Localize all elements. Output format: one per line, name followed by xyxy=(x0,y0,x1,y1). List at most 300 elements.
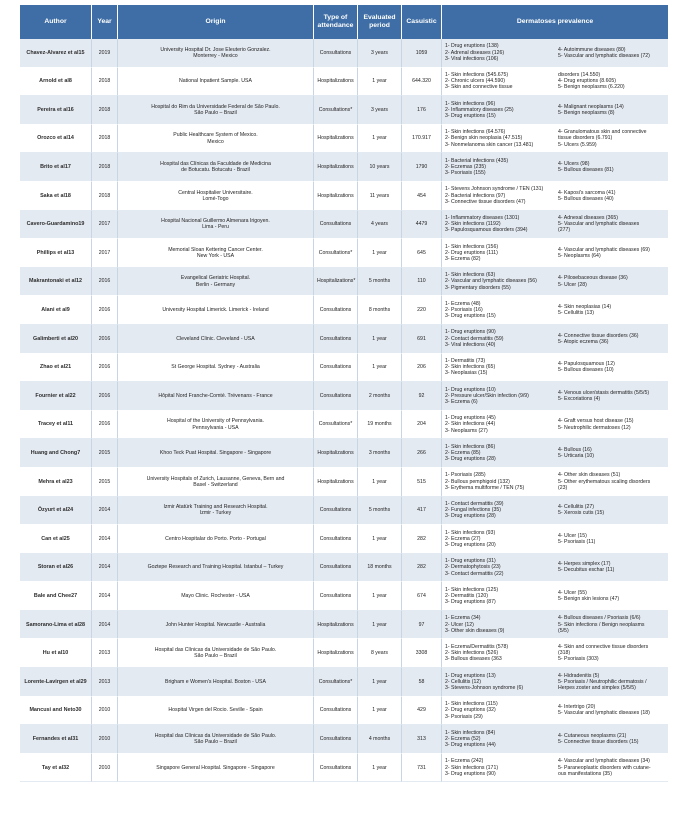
origin-line: Hospital of the University of Pennsylvania. xyxy=(167,418,264,425)
origin-cell xyxy=(118,211,314,240)
prevalence-line: 4- Herpes simplex (17) xyxy=(558,561,611,568)
prevalence-line: 1- Drug eruptions (10) xyxy=(445,386,496,393)
attendance-cell: Hospitalizations xyxy=(314,153,358,182)
prevalence-line: 2- Vascular and lymphatic diseases (56) xyxy=(445,278,537,285)
origin-line: New York - USA xyxy=(196,252,235,259)
prevalence-right xyxy=(555,758,668,777)
attendance-cell: Consultations* xyxy=(314,239,358,268)
prevalence-line: 4- Venous ulcer/stasis dermatitis (5/5/5) xyxy=(558,389,650,396)
origin-cell xyxy=(118,554,314,583)
prevalence-right xyxy=(555,304,668,316)
prevalence-right xyxy=(555,533,668,545)
prevalence-right xyxy=(555,472,668,491)
prevalence-line: 1- Drug eruptions (90) xyxy=(445,329,496,336)
table-row xyxy=(20,68,668,97)
prevalence-line: 5- Benign neoplasms (8) xyxy=(558,109,615,116)
period-cell: 1 year xyxy=(358,125,402,154)
origin-line: Monterrey - Mexico xyxy=(193,52,238,59)
attendance-cell: Consultations* xyxy=(314,668,358,697)
prevalence-right xyxy=(555,590,668,602)
prevalence-columns xyxy=(442,96,668,124)
prevalence-line: 3- Psoriasis (29) xyxy=(445,713,483,720)
year-cell: 2018 xyxy=(92,96,118,125)
prevalence-left xyxy=(442,272,555,291)
origin-line: St George Hospital. Sydney - Australia xyxy=(171,364,260,371)
author-cell: Can et al25 xyxy=(20,525,92,554)
year-cell: 2017 xyxy=(92,239,118,268)
prevalence-line: 4- Cutaneous neoplasms (21) xyxy=(558,732,627,739)
header-origin: Origin xyxy=(118,5,314,39)
prevalence-line: 3- Viral infections (106) xyxy=(445,55,499,62)
prevalence-left xyxy=(442,558,555,577)
prevalence-line: 3- Neoplasias (15) xyxy=(445,370,488,377)
prevalence-right xyxy=(555,390,668,402)
prevalence-right xyxy=(555,104,668,116)
casuistic-cell: 282 xyxy=(402,525,442,554)
prevalence-line: ous manifestations (35) xyxy=(558,770,612,777)
prevalence-left xyxy=(442,329,555,348)
prevalence-line: 5- Urticaria (10) xyxy=(558,453,595,460)
prevalence-line: 1- Drug eruptions (138) xyxy=(445,43,499,50)
origin-cell xyxy=(118,754,314,783)
prevalence-left xyxy=(442,43,555,62)
origin-line: Basel - Switzerland xyxy=(193,481,238,488)
prevalence-columns xyxy=(442,125,668,153)
prevalence-line: (23) xyxy=(558,484,568,491)
prevalence-columns xyxy=(442,697,668,725)
attendance-cell: Hospitalizations xyxy=(314,611,358,640)
origin-line: University Hospital Dr. Jose Eleuterio Gonzalez. xyxy=(160,46,271,53)
prevalence-line: 2- Benign skin neoplasia (47.515) xyxy=(445,135,523,142)
casuistic-cell: 176 xyxy=(402,96,442,125)
period-cell: 11 years xyxy=(358,182,402,211)
origin-line: University Hospital Limerick. Limerick - Ireland xyxy=(162,307,269,314)
prevalence-line: 4- Connective tissue disorders (36) xyxy=(558,332,639,339)
prevalence-line: 5- Psoriasis (11) xyxy=(558,538,596,545)
prevalence-line: 1- Skin infections (115) xyxy=(445,701,498,708)
prevalence-line: 3- Drug eruptions (15) xyxy=(445,313,496,320)
prevalence-left xyxy=(442,158,555,177)
year-cell: 2010 xyxy=(92,697,118,726)
origin-cell xyxy=(118,182,314,211)
origin-line: Hospital Virgen del Rocio. Seville - Spain xyxy=(168,707,263,714)
year-cell: 2014 xyxy=(92,554,118,583)
prevalence-line: 2- Eczema (27) xyxy=(445,535,481,542)
prevalence-left xyxy=(442,530,555,549)
attendance-cell: Consultations xyxy=(314,725,358,754)
prevalence-line: tissue disorders (6.791) xyxy=(558,135,613,142)
prevalence-right xyxy=(555,247,668,259)
prevalence-right xyxy=(555,644,668,663)
origin-line: Hospital do Rim da Universidade Federal de São Paulo. xyxy=(151,103,280,110)
prevalence-left xyxy=(442,129,555,148)
prevalence-line: 2- Drug eruptions (111) xyxy=(445,249,498,256)
origin-line: University Hospitals of Zurich, Lausanne, Geneva, Bern and xyxy=(146,475,285,482)
attendance-cell: Consultations xyxy=(314,497,358,526)
author-cell: Huang and Chong7 xyxy=(20,439,92,468)
prevalence-columns xyxy=(442,554,668,582)
origin-line: Hospital das Clínicas da Universidade de São Paulo. xyxy=(154,732,277,739)
origin-line: Hospital Nacional Guillermo Almenara Irigoyen. xyxy=(161,218,270,225)
table-row xyxy=(20,697,668,726)
attendance-cell: Hospitalizations xyxy=(314,639,358,668)
prevalence-line: 4- Cellulitis (27) xyxy=(558,504,595,511)
period-cell: 5 months xyxy=(358,268,402,297)
period-cell: 10 years xyxy=(358,153,402,182)
period-cell: 1 year xyxy=(358,354,402,383)
casuistic-cell: 220 xyxy=(402,296,442,325)
origin-line: São Paulo – Brazil xyxy=(194,739,237,746)
prevalence-line: 1- Eczema (48) xyxy=(445,300,481,307)
origin-line: Centro Hospitalar do Porto. Porto - Portugal xyxy=(165,535,266,542)
year-cell: 2019 xyxy=(92,39,118,68)
dermatoses-table xyxy=(20,5,668,782)
prevalence-line: 3- Other skin diseases (9) xyxy=(445,627,505,634)
origin-line: Mayo Clinic. Rochester - USA xyxy=(181,592,250,599)
prevalence-left xyxy=(442,387,555,406)
casuistic-cell: 282 xyxy=(402,554,442,583)
prevalence-line: 1- Eczema (34) xyxy=(445,615,481,622)
prevalence-cell xyxy=(442,639,668,668)
origin-line: National Inpatient Sample. USA xyxy=(179,78,252,85)
table-row xyxy=(20,439,668,468)
author-cell: Fernandes et al31 xyxy=(20,725,92,754)
prevalence-line: 5- Connective tissue disorders (15) xyxy=(558,739,639,746)
prevalence-line: 5- Atopic eczema (36) xyxy=(558,338,609,345)
prevalence-line: 1- Stevens Johnson syndrome / TEN (131) xyxy=(445,186,544,193)
prevalence-line: 2- Pressure ulcer/Skin infection (9/9) xyxy=(445,392,529,399)
casuistic-cell: 454 xyxy=(402,182,442,211)
prevalence-cell xyxy=(442,239,668,268)
prevalence-cell xyxy=(442,96,668,125)
prevalence-cell xyxy=(442,68,668,97)
prevalence-line: 2- Adrenal diseases (126) xyxy=(445,49,505,56)
prevalence-right xyxy=(555,615,668,634)
prevalence-line: 1- Psoriasis (285) xyxy=(445,472,486,479)
casuistic-cell: 1059 xyxy=(402,39,442,68)
origin-line: Izmir - Turkey xyxy=(199,510,232,517)
prevalence-cell xyxy=(442,525,668,554)
prevalence-line: 2- Skin infections (171) xyxy=(445,764,499,771)
origin-cell xyxy=(118,382,314,411)
prevalence-cell xyxy=(442,582,668,611)
prevalence-cell xyxy=(442,296,668,325)
prevalence-cell xyxy=(442,153,668,182)
prevalence-cell xyxy=(442,39,668,68)
attendance-cell: Consultations xyxy=(314,754,358,783)
prevalence-right xyxy=(555,733,668,745)
prevalence-cell xyxy=(442,439,668,468)
prevalence-line: 5- Ulcers (5.959) xyxy=(558,141,597,148)
period-cell: 4 months xyxy=(358,725,402,754)
attendance-cell: Hospitalizations xyxy=(314,182,358,211)
prevalence-right xyxy=(555,361,668,373)
author-cell: Mancusi and Neto30 xyxy=(20,697,92,726)
table-row xyxy=(20,611,668,640)
prevalence-cell xyxy=(442,668,668,697)
prevalence-line: 1- Skin infections (93) xyxy=(445,529,496,536)
origin-cell xyxy=(118,411,314,440)
prevalence-left xyxy=(442,72,555,91)
table-row xyxy=(20,554,668,583)
year-cell: 2015 xyxy=(92,439,118,468)
origin-line: Brigham e Women's Hospital. Boston - USA xyxy=(165,678,266,685)
prevalence-cell xyxy=(442,411,668,440)
prevalence-cell xyxy=(442,697,668,726)
year-cell: 2016 xyxy=(92,354,118,383)
year-cell: 2016 xyxy=(92,268,118,297)
period-cell: 1 year xyxy=(358,468,402,497)
prevalence-line: 1- Eczema (242) xyxy=(445,758,484,765)
prevalence-line: 4- Skin neoplasias (14) xyxy=(558,303,612,310)
prevalence-cell xyxy=(442,382,668,411)
origin-cell xyxy=(118,439,314,468)
table-row xyxy=(20,239,668,268)
table-row xyxy=(20,468,668,497)
prevalence-left xyxy=(442,472,555,491)
year-cell: 2014 xyxy=(92,582,118,611)
prevalence-columns xyxy=(442,239,668,267)
author-cell: Alani et al9 xyxy=(20,296,92,325)
prevalence-line: 5- Psoriasis (303) xyxy=(558,656,599,663)
table-row xyxy=(20,296,668,325)
period-cell: 1 year xyxy=(358,754,402,783)
origin-cell xyxy=(118,497,314,526)
prevalence-columns xyxy=(442,439,668,467)
prevalence-line: (318) xyxy=(558,650,571,657)
casuistic-cell: 645 xyxy=(402,239,442,268)
prevalence-right xyxy=(555,561,668,573)
origin-line: Berlin - Germany xyxy=(195,281,236,288)
header-attendance: Type of attendance xyxy=(314,5,358,39)
prevalence-line: 2- Skin infections (526) xyxy=(445,650,499,657)
author-cell: Chavez-Alvarez et al15 xyxy=(20,39,92,68)
prevalence-line: 2- Skin infections (1192) xyxy=(445,221,501,228)
table-row xyxy=(20,525,668,554)
table-row xyxy=(20,125,668,154)
period-cell: 1 year xyxy=(358,611,402,640)
prevalence-line: 3- Pigmentary disorders (55) xyxy=(445,284,511,291)
prevalence-line: Herpes zoster and simplex (5/5/5) xyxy=(558,684,636,691)
origin-cell xyxy=(118,153,314,182)
prevalence-left xyxy=(442,244,555,263)
casuistic-cell: 266 xyxy=(402,439,442,468)
origin-line: São Paulo – Brazil xyxy=(194,653,237,660)
prevalence-line: 3- Nonmelanoma skin cancer (13.481) xyxy=(445,141,534,148)
origin-cell xyxy=(118,125,314,154)
prevalence-left xyxy=(442,501,555,520)
author-cell: Tay et al32 xyxy=(20,754,92,783)
prevalence-line: 3- Drug eruptions (44) xyxy=(445,742,496,749)
header-prevalence: Dermatoses prevalence xyxy=(442,5,668,39)
author-cell: Cavero-Guardamino19 xyxy=(20,211,92,240)
prevalence-columns xyxy=(442,68,668,96)
casuistic-cell: 644.320 xyxy=(402,68,442,97)
prevalence-line: 4- Vascular and lymphatic diseases (69) xyxy=(558,246,650,253)
author-cell: Orozco et al14 xyxy=(20,125,92,154)
attendance-cell: Hospitalizations* xyxy=(314,268,358,297)
origin-cell xyxy=(118,725,314,754)
casuistic-cell: 417 xyxy=(402,497,442,526)
prevalence-line: 2- Drug eruptions (32) xyxy=(445,707,496,714)
table-row xyxy=(20,411,668,440)
prevalence-line: 4- Skin and connective tissue disorders xyxy=(558,643,649,650)
year-cell: 2014 xyxy=(92,525,118,554)
prevalence-line: 4- Ulcer (55) xyxy=(558,589,587,596)
year-cell: 2013 xyxy=(92,668,118,697)
period-cell: 8 months xyxy=(358,296,402,325)
attendance-cell: Consultations xyxy=(314,39,358,68)
prevalence-left xyxy=(442,301,555,320)
origin-line: Hôpital Nord Franche-Comté. Trévenans - France xyxy=(158,392,273,399)
casuistic-cell: 4479 xyxy=(402,211,442,240)
prevalence-line: 2- Eczema (52) xyxy=(445,735,481,742)
origin-line: Memorial Sloan Kettering Cancer Center. xyxy=(168,246,263,253)
attendance-cell: Consultations xyxy=(314,525,358,554)
prevalence-right xyxy=(555,190,668,202)
casuistic-cell: 110 xyxy=(402,268,442,297)
period-cell: 1 year xyxy=(358,239,402,268)
table-row xyxy=(20,268,668,297)
attendance-cell: Consultations* xyxy=(314,96,358,125)
prevalence-line: 1- Contact dermatitis (39) xyxy=(445,500,504,507)
prevalence-line: 3- Erythema multiforme / TEN (75) xyxy=(445,484,525,491)
attendance-cell: Consultations xyxy=(314,697,358,726)
origin-cell xyxy=(118,239,314,268)
prevalence-columns xyxy=(442,525,668,553)
prevalence-columns xyxy=(442,153,668,181)
prevalence-columns xyxy=(442,725,668,753)
casuistic-cell: 313 xyxy=(402,725,442,754)
origin-cell xyxy=(118,582,314,611)
prevalence-line: 2- Eczemas (235) xyxy=(445,164,486,171)
prevalence-left xyxy=(442,730,555,749)
casuistic-cell: 170.917 xyxy=(402,125,442,154)
attendance-cell: Hospitalizations xyxy=(314,468,358,497)
prevalence-line: 3- Drug eruptions (15) xyxy=(445,113,496,120)
prevalence-line: 1- Skin infections (156) xyxy=(445,243,499,250)
period-cell: 8 years xyxy=(358,639,402,668)
prevalence-line: 3- Neoplasms (27) xyxy=(445,427,488,434)
prevalence-line: 1- Eczema/Dermatitis (578) xyxy=(445,643,509,650)
prevalence-cell xyxy=(442,611,668,640)
origin-line: Lima - Peru xyxy=(202,224,229,231)
year-cell: 2016 xyxy=(92,325,118,354)
prevalence-line: 4- Malignant neoplasms (14) xyxy=(558,103,624,110)
prevalence-cell xyxy=(442,325,668,354)
casuistic-cell: 206 xyxy=(402,354,442,383)
prevalence-line: 5- Benign neoplasms (6.220) xyxy=(558,84,625,91)
prevalence-line: 5- Excoriations (4) xyxy=(558,395,601,402)
origin-cell xyxy=(118,325,314,354)
table-row xyxy=(20,39,668,68)
prevalence-line: 2- Inflammatory diseases (25) xyxy=(445,106,514,113)
attendance-cell: Consultations xyxy=(314,582,358,611)
prevalence-columns xyxy=(442,497,668,525)
prevalence-line: 1- Skin infections (64.576) xyxy=(445,129,506,136)
attendance-cell: Consultations xyxy=(314,382,358,411)
prevalence-right xyxy=(555,673,668,692)
prevalence-line: 1- Skin infections (125) xyxy=(445,586,499,593)
prevalence-line: 3- Drug eruptions (28) xyxy=(445,456,496,463)
prevalence-line: 4- Granulomatous skin and connective xyxy=(558,129,647,136)
prevalence-line: 4- Hidradenitis (5) xyxy=(558,672,600,679)
table-row xyxy=(20,354,668,383)
author-cell: Lorente-Lavirgen et al29 xyxy=(20,668,92,697)
prevalence-line: 1- Drug eruptions (31) xyxy=(445,558,496,565)
prevalence-columns xyxy=(442,325,668,353)
casuistic-cell: 92 xyxy=(402,382,442,411)
period-cell: 3 years xyxy=(358,39,402,68)
origin-line: Hospital das Clínicas da Faculdade de Medicina xyxy=(160,160,271,167)
prevalence-line: 5- Bullous diseases (81) xyxy=(558,167,614,174)
table-body xyxy=(20,39,668,782)
origin-cell xyxy=(118,296,314,325)
casuistic-cell: 731 xyxy=(402,754,442,783)
casuistic-cell: 58 xyxy=(402,668,442,697)
table-row xyxy=(20,497,668,526)
prevalence-line: 3- Eczema (6) xyxy=(445,399,478,406)
prevalence-line: 3- Viral infections (40) xyxy=(445,341,496,348)
header-year: Year xyxy=(92,5,118,39)
origin-line: John Hunter Hospital. Newcastle - Australia xyxy=(165,621,266,628)
prevalence-right xyxy=(555,161,668,173)
author-cell: Phillips et al13 xyxy=(20,239,92,268)
origin-cell xyxy=(118,668,314,697)
origin-cell xyxy=(118,96,314,125)
prevalence-left xyxy=(442,701,555,720)
prevalence-line: 3- Papulosquamous disorders (394) xyxy=(445,227,528,234)
prevalence-line: 2- Eczema (85) xyxy=(445,450,481,456)
author-cell: Tracey et al11 xyxy=(20,411,92,440)
table-row xyxy=(20,153,668,182)
prevalence-line: 5- Vascular and lymphatic diseases (72) xyxy=(558,52,650,59)
prevalence-line: 2- Chronic ulcers (44.590) xyxy=(445,78,505,85)
origin-cell xyxy=(118,697,314,726)
table-row xyxy=(20,639,668,668)
attendance-cell: Consultations xyxy=(314,211,358,240)
author-cell: Özyurt et al24 xyxy=(20,497,92,526)
origin-line: Khoo Teck Puat Hospital. Singapore - Singapore xyxy=(159,450,272,456)
prevalence-line: 4- Kaposi's sarcoma (41) xyxy=(558,189,616,196)
prevalence-line: 5- Neoplasms (64) xyxy=(558,252,601,259)
attendance-cell: Consultations xyxy=(314,325,358,354)
attendance-cell: Consultations xyxy=(314,354,358,383)
prevalence-line: (5/5) xyxy=(558,627,569,634)
prevalence-line: 4- Ulcer (15) xyxy=(558,532,587,539)
prevalence-cell xyxy=(442,125,668,154)
prevalence-line: 2- Bacterial infections (97) xyxy=(445,192,506,199)
table-row xyxy=(20,96,668,125)
prevalence-left xyxy=(442,186,555,205)
prevalence-line: 4- Intertrigo (20) xyxy=(558,704,596,711)
period-cell: 5 months xyxy=(358,497,402,526)
origin-line: Public Healthcare System of Mexico. xyxy=(173,132,258,139)
prevalence-columns xyxy=(442,382,668,410)
table-row xyxy=(20,582,668,611)
year-cell: 2014 xyxy=(92,611,118,640)
prevalence-line: 1- Skin infections (84) xyxy=(445,729,496,736)
prevalence-line: 3- Stevens-Johnson syndrome (6) xyxy=(445,684,524,691)
origin-line: Pennsylvania - USA xyxy=(192,424,239,431)
prevalence-cell xyxy=(442,754,668,783)
year-cell: 2016 xyxy=(92,382,118,411)
prevalence-line: 3- Drug eruptions (20) xyxy=(445,541,496,548)
prevalence-line: 5- Vascular and lymphatic diseases (18) xyxy=(558,710,650,717)
prevalence-left xyxy=(442,615,555,634)
prevalence-line: 1- Skin infections (63) xyxy=(445,272,496,279)
origin-line: Singapore General Hospital. Singapore - Singapore xyxy=(156,764,275,771)
